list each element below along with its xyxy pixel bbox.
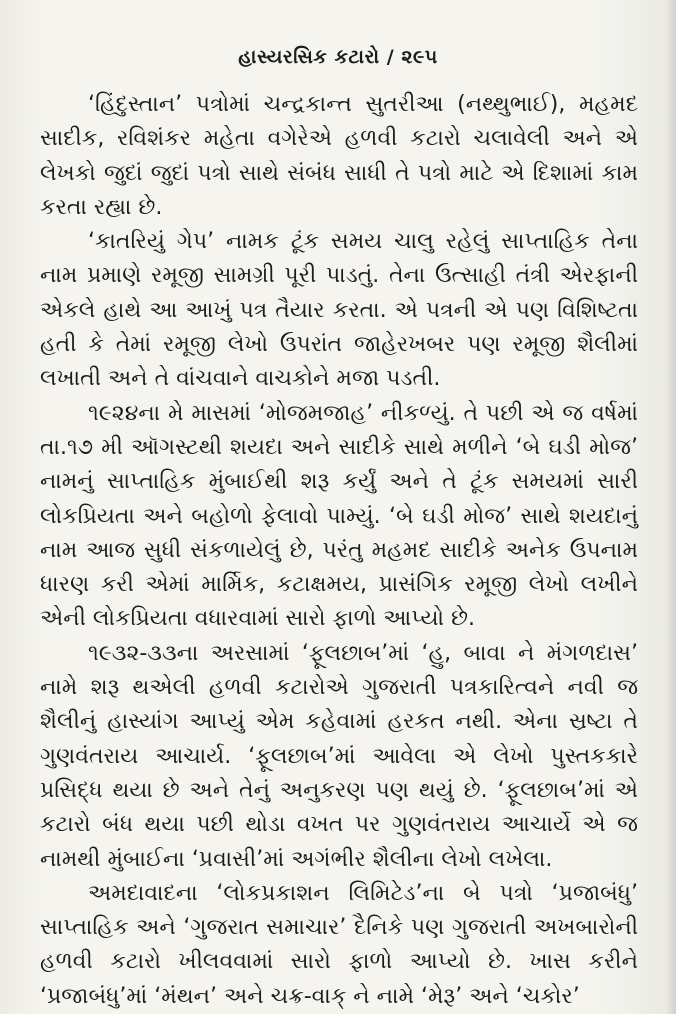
paragraph-3: ૧૯૨૪ના મે માસમાં ‘મોજમજાહ’ નીકળ્યું. તે પછી એ જ વર્ષમાં તા.૧૭ મી ઑગસ્ટથી શયદા અને સાદીકે સાથે મળીને ‘બે ઘડી મોજ’ નામનું સાપ્તાહિક મુંબાઈથી શરૂ કર્યું અને તે ટૂંક સમયમાં સારી લોકપ્રિયતા અને બહોળો ફેલાવો પામ્યું. ‘બે ઘડી મોજ’ સાથે શયદાનું નામ આજ સુધી સંકળાયેલું છે, પરંતુ મહમદ સાદીકે અનેક ઉપનામ ધારણ કરી એમાં માર્મિક, કટાક્ષમય, પ્રાસંગિક રમૂજી લેખો લખીને એની લોકપ્રિયતા વધારવામાં સારો ફાળો આપ્યો છે. xyxy=(40,400,638,632)
paragraph-5: અમદાવાદના ‘લોકપ્રકાશન લિમિટેડ’ના બે પત્રો ‘પ્રજાબંધુ’ સાપ્તાહિક અને ‘ગુજરાત સમાચાર’ દૈનિકે પણ ગુજરાતી અખબારોની હળવી કટારો ખીલવવામાં સારો ફાળો આપ્યો છે. ખાસ કરીને ‘પ્રજાબંધુ’માં ‘મંથન’ અને ચક્ર-વાક્ ને નામે ‘મેરૂ’ અને ‘ચકોર’ xyxy=(40,880,638,1009)
page-body xyxy=(40,88,638,1014)
paragraph-4: ૧૯૩૨-૩૩ના અરસામાં ‘ફૂલછાબ’માં ‘હુ, બાવા ને મંગળદાસ’ નામે શરૂ થએલી હળવી કટારોએ ગુજરાતી પત્રકારિત્વને નવી જ શૈલીનું હાસ્યાંગ આપ્યું એમ કહેવામાં હરકત નથી. એના સ્રષ્ટા તે ગુણવંતરાય આચાર્ય. ‘ફૂલછાબ’માં આવેલા એ લેખો પુસ્તકકારે પ્રસિદ્ધ થયા છે અને તેનું અનુકરણ પણ થયું છે. ‘ફૂલછાબ’માં એ કટારો બંધ થયા પછી થોડા વખત પર ગુણવંતરાય આચાર્યે એ જ નામથી મુંબાઈના ‘પ્રવાસી’માં અગંભીર શૈલીના લેખો લખેલા. xyxy=(40,640,638,872)
paragraph-1: ‘હિંદુસ્તાન’ પત્રોમાં ચન્દ્રકાન્ત સુતરીઆ (નથ્થુભાઈ), મહમદ સાદીક, રવિશંકર મહેતા વગેરેએ હળવી કટારો ચલાવેલી અને એ લેખકો જુદાં જુદાં પત્રો સાથે સંબંધ સાધી તે પત્રો માટે એ દિશામાં કામ કરતા રહ્યા છે. xyxy=(40,92,638,220)
page-edge-shadow xyxy=(666,0,676,1014)
running-header: હાસ્યરસિક કટારો / ૨૯૫ xyxy=(238,46,438,68)
paragraph-2: ‘કાતરિયું ગેપ’ નામક ટૂંક સમય ચાલુ રહેલું સાપ્તાહિક તેના નામ પ્રમાણે રમૂજી સામગ્રી પૂરી પાડતું. તેના ઉત્સાહી તંત્રી એરફાની એકલે હાથે આ આખું પત્ર તૈયાર કરતા. એ પત્રની એ પણ વિશિષ્ટતા હતી કે તેમાં રમૂજી લેખો ઉપરાંત જાહેરખબર પણ રમૂજી શૈલીમાં લખાતી અને તે વાંચવાને વાચકોને મજા પડતી. xyxy=(40,229,638,392)
